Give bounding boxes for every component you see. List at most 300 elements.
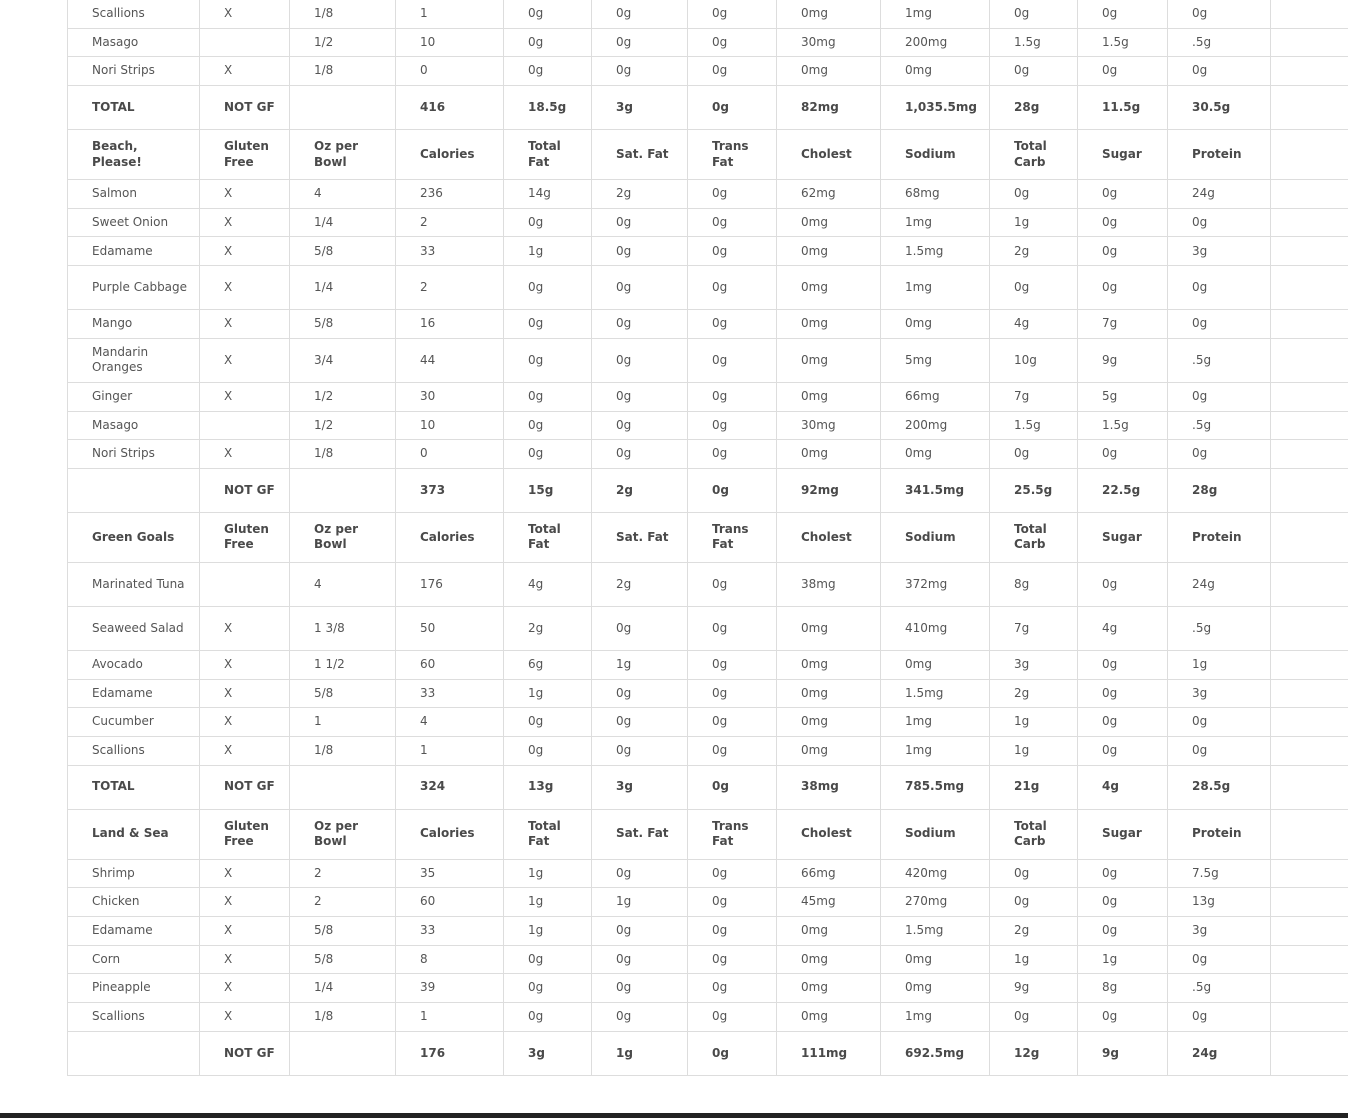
- table-row-cell: 3g: [1168, 237, 1271, 266]
- table-row-cell: X: [200, 1003, 290, 1032]
- table-row-cell: 1.5mg: [881, 679, 990, 708]
- table-row-cell: 2g: [592, 180, 688, 209]
- table-row-cell: 0mg: [777, 266, 881, 310]
- table-row-cell: 200mg: [881, 28, 990, 57]
- table-row-cell: .5g: [1168, 606, 1271, 650]
- table-row-cell: 38mg: [777, 562, 881, 606]
- table-row-cell: X: [200, 310, 290, 339]
- table-row-cell: 0g: [688, 338, 777, 382]
- table-row-cell: 5/8: [290, 679, 396, 708]
- total-row-cell: [290, 86, 396, 130]
- table-row-cell: 0g: [990, 440, 1078, 469]
- table-row-cell: 1mg: [881, 736, 990, 765]
- table-row-cell: 0mg: [777, 606, 881, 650]
- table-row-cell: 5g: [1078, 382, 1168, 411]
- table-row-cell: 1/8: [290, 736, 396, 765]
- spacer-cell: [1271, 411, 1348, 440]
- spacer-cell: [1271, 708, 1348, 737]
- table-row-cell: Masago: [68, 411, 200, 440]
- table-row-cell: 0g: [1168, 440, 1271, 469]
- table-row-cell: 3g: [1168, 917, 1271, 946]
- table-row-cell: X: [200, 382, 290, 411]
- table-row-cell: 0g: [504, 1003, 592, 1032]
- total-row-cell: 3g: [592, 765, 688, 809]
- table-row-cell: 30mg: [777, 28, 881, 57]
- table-row-cell: 0g: [592, 237, 688, 266]
- table-row-cell: 0g: [688, 708, 777, 737]
- table-row: [68, 974, 1348, 1003]
- table-row-cell: 0g: [504, 440, 592, 469]
- table-row-cell: 0g: [990, 180, 1078, 209]
- section-header-row: [68, 130, 1348, 180]
- table-row-cell: 420mg: [881, 859, 990, 888]
- table-row-cell: 0g: [504, 0, 592, 28]
- table-row-cell: 1g: [592, 650, 688, 679]
- table-row-cell: 1 1/2: [290, 650, 396, 679]
- table-row-cell: X: [200, 606, 290, 650]
- table-row-cell: 0g: [688, 736, 777, 765]
- section-header-row-cell: Sodium: [881, 809, 990, 859]
- table-row-cell: 2: [290, 888, 396, 917]
- table-row-cell: 0g: [592, 917, 688, 946]
- total-row: [68, 765, 1348, 809]
- spacer-cell: [1271, 917, 1348, 946]
- table-row-cell: 0g: [592, 266, 688, 310]
- section-header-row-cell: Trans Fat: [688, 512, 777, 562]
- table-row-cell: 39: [396, 974, 504, 1003]
- table-row-cell: 0g: [1078, 0, 1168, 28]
- table-row-cell: 0g: [688, 440, 777, 469]
- total-row-cell: 21g: [990, 765, 1078, 809]
- table-row-cell: 0mg: [881, 440, 990, 469]
- table-row-cell: Seaweed Salad: [68, 606, 200, 650]
- table-row-cell: 10: [396, 28, 504, 57]
- total-row-cell: [290, 468, 396, 512]
- table-row-cell: 0g: [990, 1003, 1078, 1032]
- table-row-cell: 1mg: [881, 266, 990, 310]
- table-row-cell: 1.5g: [990, 411, 1078, 440]
- total-row-cell: [290, 765, 396, 809]
- table-row-cell: 0mg: [777, 945, 881, 974]
- table-row: [68, 1003, 1348, 1032]
- table-row-cell: 3/4: [290, 338, 396, 382]
- table-row-cell: [200, 562, 290, 606]
- table-row-cell: 0g: [688, 888, 777, 917]
- table-row-cell: 1: [396, 736, 504, 765]
- total-row-cell: NOT GF: [200, 86, 290, 130]
- table-row-cell: Salmon: [68, 180, 200, 209]
- table-row-cell: 0g: [592, 606, 688, 650]
- table-row: [68, 650, 1348, 679]
- table-row-cell: [200, 411, 290, 440]
- spacer-cell: [1271, 0, 1348, 28]
- table-row-cell: 1g: [990, 736, 1078, 765]
- table-row-cell: 0g: [504, 974, 592, 1003]
- table-row-cell: X: [200, 888, 290, 917]
- table-row: [68, 411, 1348, 440]
- total-row-cell: NOT GF: [200, 765, 290, 809]
- section-header-row: [68, 512, 1348, 562]
- table-row-cell: 0mg: [777, 382, 881, 411]
- table-row-cell: 1mg: [881, 1003, 990, 1032]
- table-row-cell: 62mg: [777, 180, 881, 209]
- section-header-row-cell: Cholest: [777, 512, 881, 562]
- table-row-cell: 0g: [504, 708, 592, 737]
- spacer-cell: [1271, 28, 1348, 57]
- table-row-cell: 0g: [1078, 736, 1168, 765]
- table-row: [68, 440, 1348, 469]
- table-row-cell: 0g: [1078, 917, 1168, 946]
- table-row-cell: Edamame: [68, 679, 200, 708]
- spacer-cell: [1271, 562, 1348, 606]
- table-row: [68, 180, 1348, 209]
- table-row-cell: 0mg: [777, 650, 881, 679]
- table-row-cell: 0g: [592, 382, 688, 411]
- table-row-cell: 2g: [990, 917, 1078, 946]
- spacer-cell: [1271, 57, 1348, 86]
- total-row-cell: 11.5g: [1078, 86, 1168, 130]
- table-row-cell: 0g: [1168, 208, 1271, 237]
- total-row-cell: 28g: [990, 86, 1078, 130]
- table-row-cell: 0g: [688, 57, 777, 86]
- table-row-cell: Masago: [68, 28, 200, 57]
- table-row-cell: 0: [396, 57, 504, 86]
- table-row-cell: 1.5g: [990, 28, 1078, 57]
- table-row-cell: 5/8: [290, 310, 396, 339]
- table-row-cell: 60: [396, 888, 504, 917]
- section-header-row-cell: Gluten Free: [200, 809, 290, 859]
- table-row-cell: 1/2: [290, 28, 396, 57]
- table-row-cell: 2g: [504, 606, 592, 650]
- table-row-cell: Pineapple: [68, 974, 200, 1003]
- table-row-cell: 1g: [1168, 650, 1271, 679]
- table-row-cell: 5/8: [290, 917, 396, 946]
- section-header-row-cell: Land & Sea: [68, 809, 200, 859]
- table-row-cell: Edamame: [68, 237, 200, 266]
- table-row-cell: 0g: [1168, 945, 1271, 974]
- spacer-cell: [1271, 86, 1348, 130]
- spacer-cell: [1271, 650, 1348, 679]
- total-row-cell: 0g: [688, 86, 777, 130]
- section-header-row-cell: Trans Fat: [688, 130, 777, 180]
- spacer-cell: [1271, 888, 1348, 917]
- section-header-row-cell: Calories: [396, 512, 504, 562]
- table-row-cell: 33: [396, 917, 504, 946]
- table-row-cell: 176: [396, 562, 504, 606]
- table-row-cell: 1/2: [290, 382, 396, 411]
- spacer-cell: [1271, 606, 1348, 650]
- total-row-cell: 30.5g: [1168, 86, 1271, 130]
- table-row-cell: 0g: [990, 0, 1078, 28]
- spacer-cell: [1271, 945, 1348, 974]
- total-row-cell: 82mg: [777, 86, 881, 130]
- section-header-row-cell: Protein: [1168, 130, 1271, 180]
- spacer-cell: [1271, 208, 1348, 237]
- section-header-row-cell: Sodium: [881, 130, 990, 180]
- table-row-cell: 0g: [504, 57, 592, 86]
- table-row-cell: 1g: [990, 945, 1078, 974]
- table-row-cell: 1/8: [290, 0, 396, 28]
- table-row-cell: 0g: [592, 708, 688, 737]
- table-row-cell: 1.5mg: [881, 917, 990, 946]
- table-row-cell: 0mg: [777, 974, 881, 1003]
- total-row-cell: 28g: [1168, 468, 1271, 512]
- table-row-cell: X: [200, 917, 290, 946]
- table-row-cell: 0mg: [777, 917, 881, 946]
- table-row-cell: 1g: [592, 888, 688, 917]
- table-row-cell: 35: [396, 859, 504, 888]
- table-row-cell: 0g: [1078, 237, 1168, 266]
- table-row-cell: 16: [396, 310, 504, 339]
- table-row-cell: 0g: [1078, 650, 1168, 679]
- table-row-cell: 33: [396, 679, 504, 708]
- table-row: [68, 310, 1348, 339]
- table-row-cell: 4g: [1078, 606, 1168, 650]
- total-row-cell: 111mg: [777, 1031, 881, 1075]
- table-row-cell: X: [200, 180, 290, 209]
- total-row-cell: TOTAL: [68, 765, 200, 809]
- table-row-cell: 0g: [592, 1003, 688, 1032]
- table-row-cell: Marinated Tuna: [68, 562, 200, 606]
- table-row-cell: Ginger: [68, 382, 200, 411]
- table-row-cell: 1g: [504, 237, 592, 266]
- table-row-cell: 2: [396, 266, 504, 310]
- table-row-cell: 0g: [504, 310, 592, 339]
- table-row-cell: 0g: [592, 736, 688, 765]
- section-header-row-cell: Total Carb: [990, 512, 1078, 562]
- table-row-cell: 0g: [688, 679, 777, 708]
- table-row-cell: 66mg: [881, 382, 990, 411]
- total-row-cell: 341.5mg: [881, 468, 990, 512]
- table-row-cell: Avocado: [68, 650, 200, 679]
- table-row-cell: 0g: [688, 859, 777, 888]
- table-row-cell: 0mg: [777, 0, 881, 28]
- table-row: [68, 562, 1348, 606]
- table-row-cell: 0g: [592, 57, 688, 86]
- table-row-cell: 236: [396, 180, 504, 209]
- table-row-cell: 24g: [1168, 562, 1271, 606]
- table-row-cell: X: [200, 945, 290, 974]
- table-row-cell: 0g: [1078, 440, 1168, 469]
- total-row-cell: [68, 468, 200, 512]
- table-row-cell: X: [200, 266, 290, 310]
- table-row-cell: 0g: [592, 440, 688, 469]
- section-header-row-cell: Cholest: [777, 809, 881, 859]
- section-header-row-cell: Sat. Fat: [592, 809, 688, 859]
- table-row-cell: Cucumber: [68, 708, 200, 737]
- table-row: [68, 57, 1348, 86]
- table-row-cell: 0mg: [777, 208, 881, 237]
- table-row: [68, 28, 1348, 57]
- table-row-cell: 0g: [592, 208, 688, 237]
- section-header-row-cell: Oz per Bowl: [290, 130, 396, 180]
- table-row-cell: 4: [290, 562, 396, 606]
- table-row-cell: 3g: [990, 650, 1078, 679]
- table-row-cell: [200, 28, 290, 57]
- spacer-cell: [1271, 338, 1348, 382]
- table-row-cell: Mango: [68, 310, 200, 339]
- spacer-cell: [1271, 679, 1348, 708]
- table-row-cell: 0mg: [777, 338, 881, 382]
- table-row-cell: 13g: [1168, 888, 1271, 917]
- table-row: [68, 237, 1348, 266]
- table-row-cell: 1.5g: [1078, 411, 1168, 440]
- table-row-cell: 0g: [592, 338, 688, 382]
- table-row-cell: 0g: [592, 411, 688, 440]
- table-row-cell: 0mg: [777, 310, 881, 339]
- table-row-cell: 8g: [1078, 974, 1168, 1003]
- table-row-cell: 10: [396, 411, 504, 440]
- section-header-row-cell: Beach, Please!: [68, 130, 200, 180]
- table-row-cell: 0mg: [881, 310, 990, 339]
- table-row-cell: 0g: [504, 28, 592, 57]
- table-row-cell: 0mg: [881, 945, 990, 974]
- spacer-cell: [1271, 765, 1348, 809]
- table-row-cell: .5g: [1168, 338, 1271, 382]
- section-header-row-cell: Sugar: [1078, 130, 1168, 180]
- table-row-cell: 7g: [990, 382, 1078, 411]
- table-row-cell: 0g: [688, 180, 777, 209]
- table-row-cell: Mandarin Oranges: [68, 338, 200, 382]
- section-header-row-cell: Gluten Free: [200, 512, 290, 562]
- table-row-cell: 0g: [504, 208, 592, 237]
- table-row-cell: 0g: [688, 28, 777, 57]
- total-row-cell: 176: [396, 1031, 504, 1075]
- table-row-cell: 0g: [592, 310, 688, 339]
- table-row-cell: 0g: [990, 859, 1078, 888]
- table-row-cell: 0g: [990, 266, 1078, 310]
- total-row-cell: [290, 1031, 396, 1075]
- table-row-cell: 50: [396, 606, 504, 650]
- table-row-cell: 372mg: [881, 562, 990, 606]
- table-row-cell: 0mg: [777, 708, 881, 737]
- table-row-cell: X: [200, 650, 290, 679]
- table-row-cell: 7.5g: [1168, 859, 1271, 888]
- table-row-cell: 2g: [592, 562, 688, 606]
- table-row-cell: Nori Strips: [68, 440, 200, 469]
- table-row-cell: 0g: [592, 679, 688, 708]
- section-header-row-cell: Gluten Free: [200, 130, 290, 180]
- table-row-cell: 2g: [990, 237, 1078, 266]
- table-row-cell: 30: [396, 382, 504, 411]
- table-row-cell: X: [200, 208, 290, 237]
- table-row-cell: 0g: [688, 237, 777, 266]
- total-row-cell: 785.5mg: [881, 765, 990, 809]
- table-row-cell: 200mg: [881, 411, 990, 440]
- section-header-row-cell: Sat. Fat: [592, 512, 688, 562]
- table-row: [68, 859, 1348, 888]
- table-row-cell: Scallions: [68, 1003, 200, 1032]
- table-row-cell: 270mg: [881, 888, 990, 917]
- spacer-cell: [1271, 310, 1348, 339]
- total-row-cell: 1g: [592, 1031, 688, 1075]
- table-row-cell: 0g: [1078, 57, 1168, 86]
- section-header-row-cell: Sugar: [1078, 512, 1168, 562]
- table-row-cell: X: [200, 708, 290, 737]
- table-row-cell: 66mg: [777, 859, 881, 888]
- table-row-cell: X: [200, 237, 290, 266]
- table-row-cell: 1mg: [881, 208, 990, 237]
- table-row-cell: Scallions: [68, 0, 200, 28]
- table-row-cell: 0g: [1168, 736, 1271, 765]
- table-row-cell: 1g: [504, 859, 592, 888]
- footer-bar: [0, 1113, 1348, 1118]
- table-row-cell: 0g: [592, 0, 688, 28]
- table-row-cell: 1 3/8: [290, 606, 396, 650]
- total-row-cell: TOTAL: [68, 86, 200, 130]
- table-row-cell: 0g: [592, 859, 688, 888]
- total-row: [68, 468, 1348, 512]
- table-row: [68, 736, 1348, 765]
- table-row-cell: 9g: [1078, 338, 1168, 382]
- table-row-cell: 0g: [1168, 1003, 1271, 1032]
- table-row-cell: 0mg: [881, 650, 990, 679]
- total-row-cell: 0g: [688, 1031, 777, 1075]
- section-header-row-cell: Calories: [396, 809, 504, 859]
- table-row-cell: 30mg: [777, 411, 881, 440]
- table-row-cell: 0g: [1078, 208, 1168, 237]
- spacer-cell: [1271, 468, 1348, 512]
- table-row-cell: 0mg: [881, 57, 990, 86]
- table-row-cell: 0g: [504, 736, 592, 765]
- table-row-cell: 0mg: [777, 237, 881, 266]
- total-row-cell: 2g: [592, 468, 688, 512]
- table-row-cell: 0g: [990, 888, 1078, 917]
- table-row-cell: 5mg: [881, 338, 990, 382]
- total-row-cell: [68, 1031, 200, 1075]
- spacer-cell: [1271, 440, 1348, 469]
- table-row-cell: X: [200, 679, 290, 708]
- table-row-cell: 0g: [1168, 310, 1271, 339]
- table-row-cell: 4g: [504, 562, 592, 606]
- table-row-cell: 0g: [1078, 708, 1168, 737]
- total-row-cell: 38mg: [777, 765, 881, 809]
- total-row-cell: 0g: [688, 468, 777, 512]
- table-row-cell: 10g: [990, 338, 1078, 382]
- total-row-cell: 12g: [990, 1031, 1078, 1075]
- section-header-row-cell: Total Carb: [990, 809, 1078, 859]
- table-row-cell: 0g: [688, 208, 777, 237]
- table-row: [68, 888, 1348, 917]
- section-header-row-cell: Sodium: [881, 512, 990, 562]
- spacer-cell: [1271, 736, 1348, 765]
- table-row-cell: 0g: [688, 606, 777, 650]
- table-row-cell: 1g: [504, 679, 592, 708]
- spacer-cell: [1271, 859, 1348, 888]
- section-header-row-cell: Sat. Fat: [592, 130, 688, 180]
- table-row-cell: 1.5mg: [881, 237, 990, 266]
- table-row: [68, 917, 1348, 946]
- total-row: [68, 1031, 1348, 1075]
- table-row-cell: 1g: [504, 917, 592, 946]
- table-row: [68, 945, 1348, 974]
- table-row-cell: 0mg: [777, 440, 881, 469]
- total-row-cell: 3g: [504, 1031, 592, 1075]
- table-row-cell: Chicken: [68, 888, 200, 917]
- table-row-cell: 0mg: [777, 1003, 881, 1032]
- table-row-cell: 0g: [1078, 888, 1168, 917]
- total-row-cell: 0g: [688, 765, 777, 809]
- table-row-cell: 4: [396, 708, 504, 737]
- spacer-cell: [1271, 130, 1348, 180]
- spacer-cell: [1271, 266, 1348, 310]
- total-row-cell: 24g: [1168, 1031, 1271, 1075]
- table-row-cell: Sweet Onion: [68, 208, 200, 237]
- spacer-cell: [1271, 512, 1348, 562]
- section-header-row-cell: Total Carb: [990, 130, 1078, 180]
- table-row-cell: Scallions: [68, 736, 200, 765]
- table-row-cell: 0g: [592, 974, 688, 1003]
